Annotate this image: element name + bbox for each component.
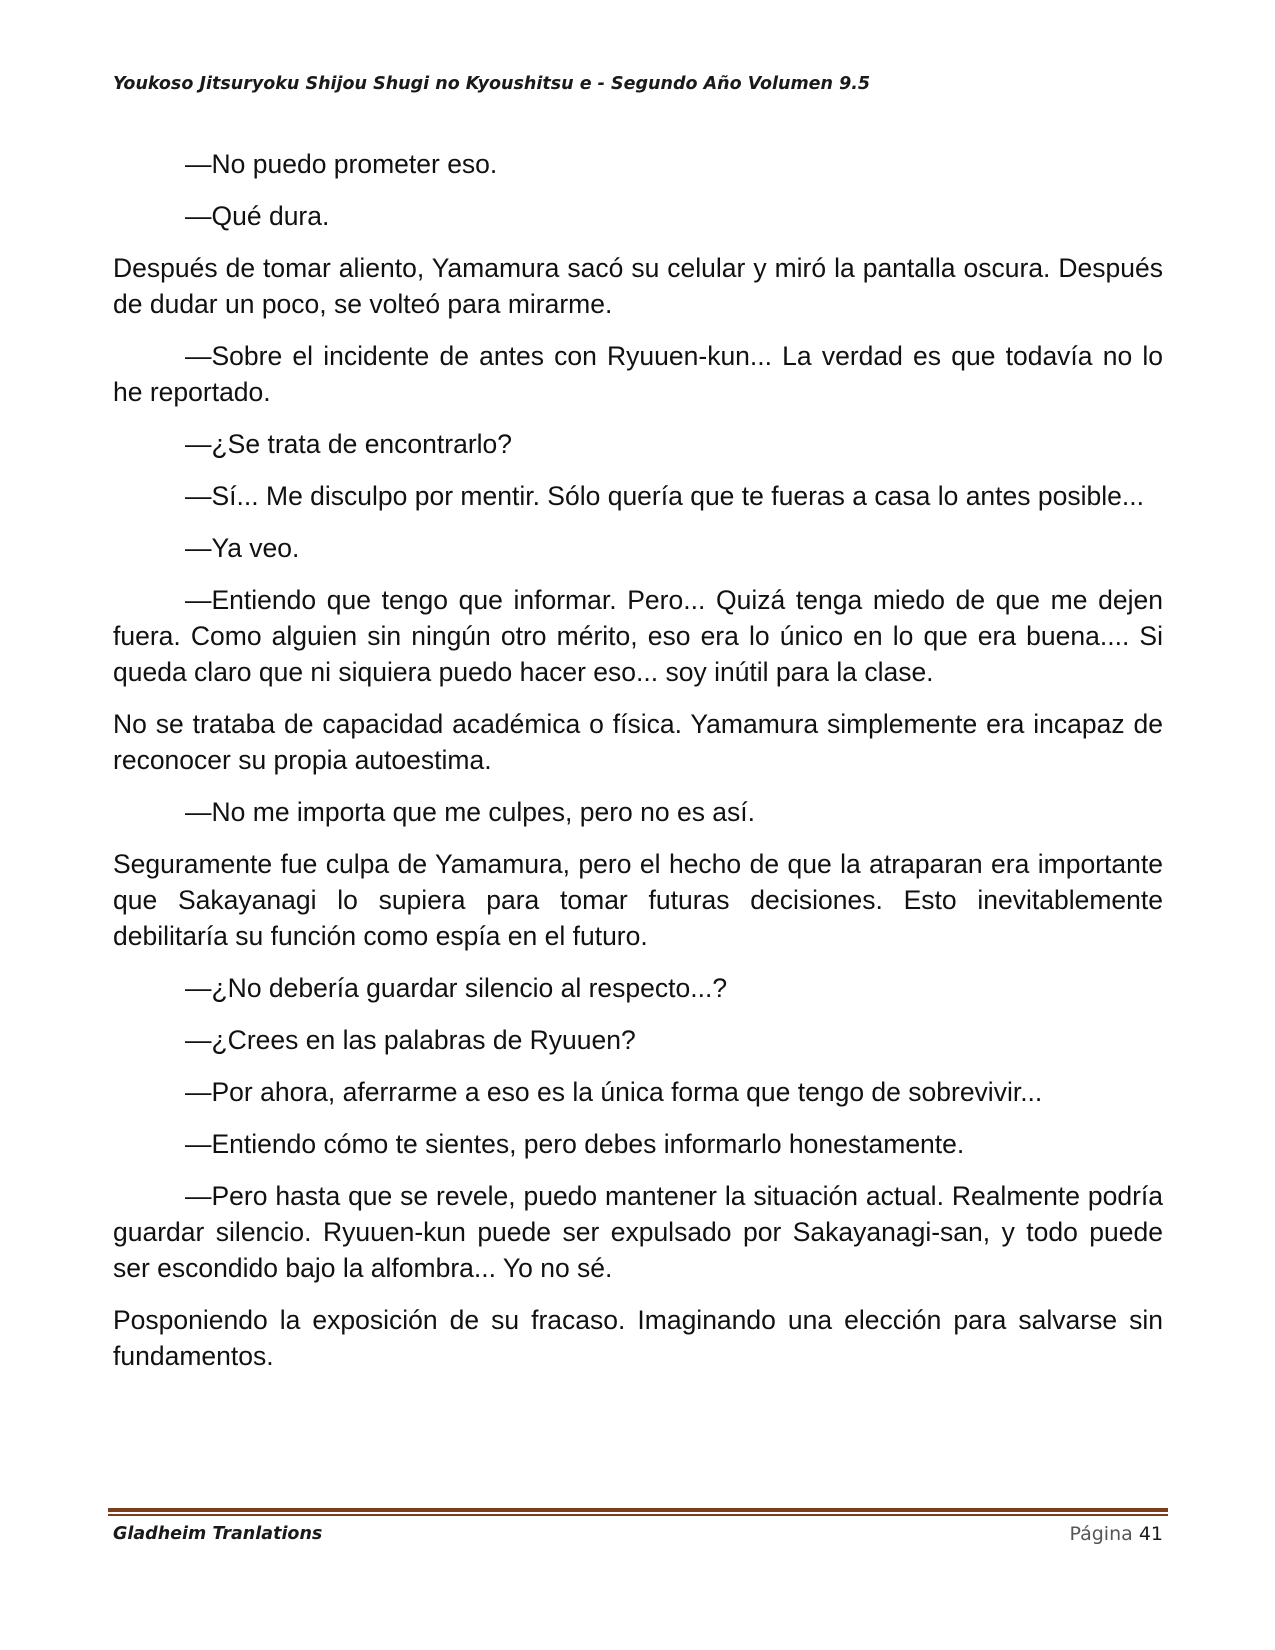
paragraph: Posponiendo la exposición de su fracaso. Imaginando una elección para salvarse sin fundamentos.	[113, 1305, 1163, 1371]
paragraph: Seguramente fue culpa de Yamamura, pero el hecho de que la atraparan era importante que Sakayanagi lo supiera para tomar futuras decisiones. Esto inevitablemente debilitaría su función como espía en el futuro.	[113, 849, 1163, 951]
running-header: Youkoso Jitsuryoku Shijou Shugi no Kyoushitsu e - Segundo Año Volumen 9.5	[113, 74, 871, 94]
footer-divider	[108, 1508, 1168, 1517]
paragraph: —¿Crees en las palabras de Ryuuen?	[185, 1025, 636, 1055]
footer-divider-thick	[108, 1508, 1168, 1512]
paragraph: —Qué dura.	[185, 201, 330, 231]
page-body	[113, 146, 1163, 1390]
paragraph: —Por ahora, aferrarme a eso es la única forma que tengo de sobrevivir...	[185, 1077, 1043, 1107]
paragraph: —Entiendo que tengo que informar. Pero... Quizá tenga miedo de que me dejen fuera. Como alguien sin ningún otro mérito, eso era lo único en lo que era buena.... Si queda claro que ni siquiera puedo hacer eso... soy inútil para la clase.	[113, 585, 1163, 687]
paragraph: —No puedo prometer eso.	[185, 149, 498, 179]
footer-credit: Gladheim Tranlations	[113, 1524, 323, 1544]
paragraph: —Sobre el incidente de antes con Ryuuen-kun... La verdad es que todavía no lo he reportado.	[113, 341, 1163, 407]
paragraph: —Entiendo cómo te sientes, pero debes informarlo honestamente.	[185, 1129, 965, 1159]
page-label: Página	[1069, 1523, 1133, 1545]
paragraph: —Sí... Me disculpo por mentir. Sólo quería que te fueras a casa lo antes posible...	[185, 481, 1144, 511]
paragraph: —No me importa que me culpes, pero no es así.	[185, 797, 756, 827]
page-number-label	[1069, 1523, 1163, 1545]
paragraph: —Pero hasta que se revele, puedo mantener la situación actual. Realmente podría guardar silencio. Ryuuen-kun puede ser expulsado por Sakayanagi-san, y todo puede ser escondido bajo la alfombra... Yo no sé.	[113, 1181, 1163, 1283]
paragraph: No se trataba de capacidad académica o física. Yamamura simplemente era incapaz de reconocer su propia autoestima.	[113, 709, 1163, 775]
paragraph: —¿No debería guardar silencio al respecto...?	[185, 973, 728, 1003]
paragraph: —Ya veo.	[185, 533, 300, 563]
footer-divider-thin	[108, 1514, 1168, 1516]
paragraph: Después de tomar aliento, Yamamura sacó su celular y miró la pantalla oscura. Después de dudar un poco, se volteó para mirarme.	[113, 253, 1163, 319]
page-number: 41	[1138, 1523, 1163, 1545]
paragraph: —¿Se trata de encontrarlo?	[185, 429, 513, 459]
